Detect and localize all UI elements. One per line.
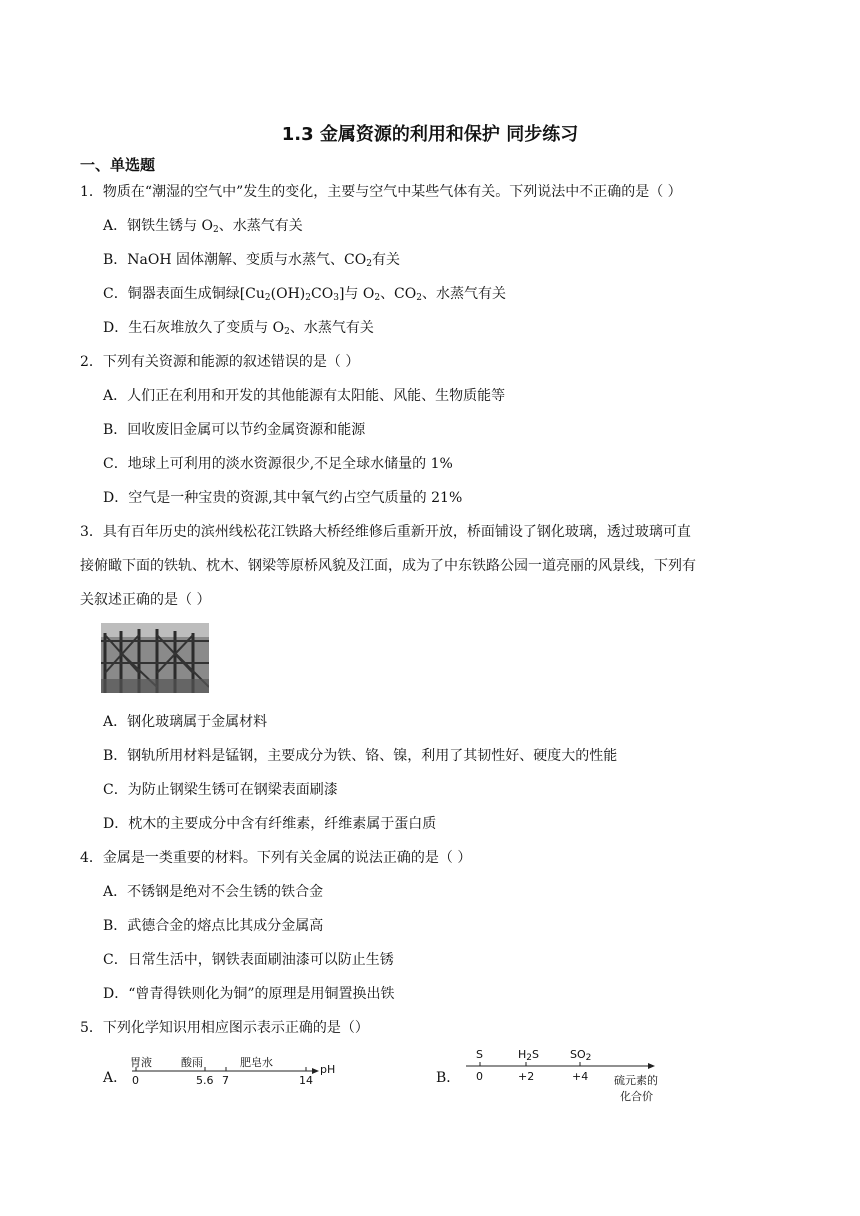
formula-part: SO	[570, 1048, 586, 1061]
question-1-option-c[interactable]	[103, 284, 506, 308]
ph-label-soap-water: 肥皂水	[240, 1056, 273, 1069]
question-1-option-b[interactable]	[103, 250, 400, 274]
valence-axis-label-1: 硫元素的	[614, 1074, 658, 1087]
question-2-option-d[interactable]: D．空气是一种宝贵的资源,其中氧气约占空气质量的 21%	[103, 490, 463, 506]
question-4-option-c[interactable]: C．日常生活中，钢铁表面刷油漆可以防止生锈	[103, 952, 394, 968]
valence-label-s: S	[476, 1048, 483, 1061]
question-3-stem-line-3: 关叙述正确的是（ ）	[80, 592, 211, 608]
ph-tick-14: 14	[299, 1074, 313, 1087]
formula-part: H	[518, 1048, 527, 1061]
subscript: 2	[213, 225, 219, 235]
question-2-option-b[interactable]: B．回收废旧金属可以节约金属资源和能源	[103, 422, 366, 438]
ph-label-gastric-juice: 胃液	[130, 1056, 152, 1069]
valence-label-h2s	[518, 1048, 539, 1063]
valence-label-so2	[570, 1048, 591, 1063]
page-title: 1.3 金属资源的利用和保护 同步练习	[281, 124, 579, 145]
question-5-option-a-label[interactable]: A．	[103, 1070, 128, 1086]
option-text: B．NaOH 固体潮解、变质与水蒸气、CO	[103, 252, 367, 268]
question-3-option-c[interactable]: C．为防止钢梁生锈可在钢梁表面刷漆	[103, 782, 338, 798]
ph-label-acid-rain: 酸雨	[181, 1056, 203, 1069]
ph-tick-5-6: 5.6	[196, 1074, 214, 1087]
option-text: (OH)	[270, 286, 306, 302]
question-4-option-d[interactable]: D．“曾青得铁则化为铜”的原理是用铜置换出铁	[103, 986, 395, 1002]
option-text: D．生石灰堆放久了变质与 O	[103, 320, 285, 336]
ph-tick-0: 0	[132, 1074, 139, 1087]
subscript: 2	[585, 1053, 592, 1063]
question-3-option-d[interactable]: D．枕木的主要成分中含有纤维素，纤维素属于蛋白质	[103, 816, 437, 832]
question-4-option-b[interactable]: B．武德合金的熔点比其成分金属高	[103, 918, 324, 934]
question-5-option-b-label[interactable]: B．	[436, 1070, 461, 1086]
question-4-option-a[interactable]: A．不锈钢是绝对不会生锈的铁合金	[103, 884, 324, 900]
question-1-stem: 1．物质在“潮湿的空气中”发生的变化，主要与空气中某些气体有关。下列说法中不正确的是（ ）	[80, 184, 682, 200]
question-5-option-a-diagram[interactable]	[128, 1054, 348, 1094]
bridge-photo	[101, 623, 209, 693]
subscript: 2	[305, 293, 311, 303]
question-4-stem: 4．金属是一类重要的材料。下列有关金属的说法正确的是（ ）	[80, 850, 472, 866]
question-1-option-a[interactable]	[103, 216, 303, 240]
question-2-option-a[interactable]: A．人们正在利用和开发的其他能源有太阳能、风能、生物质能等	[103, 388, 506, 404]
subscript: 2	[526, 1053, 533, 1063]
subscript: 2	[374, 293, 381, 303]
valence-tick-plus-2: +2	[518, 1070, 535, 1083]
option-text: 有关	[371, 252, 400, 268]
ph-tick-7: 7	[222, 1074, 229, 1087]
subscript: 2	[264, 293, 271, 303]
option-text: C．铜器表面生成铜绿[Cu	[103, 286, 265, 302]
bridge-truss-image	[101, 623, 209, 693]
subscript: 3	[333, 293, 339, 303]
question-3-stem-line-1: 3．具有百年历史的滨州线松花江铁路大桥经维修后重新开放，桥面铺设了钢化玻璃，透过玻璃可直	[80, 524, 691, 540]
question-5-option-b-diagram[interactable]	[462, 1048, 682, 1108]
question-3-option-a[interactable]: A．钢化玻璃属于金属材料	[103, 714, 268, 730]
question-5-stem: 5．下列化学知识用相应图示表示正确的是（）	[80, 1020, 369, 1036]
valence-tick-plus-4: +4	[572, 1070, 589, 1083]
question-1-option-d[interactable]	[103, 318, 374, 342]
option-text: 、水蒸气有关	[422, 286, 506, 302]
ph-number-line	[128, 1054, 348, 1094]
ph-axis-label: pH	[320, 1063, 336, 1076]
valence-tick-0: 0	[476, 1070, 483, 1083]
subscript: 2	[366, 259, 372, 269]
question-2-option-c[interactable]: C．地球上可利用的淡水资源很少,不足全球水储量的 1%	[103, 456, 453, 472]
subscript: 2	[416, 293, 422, 303]
subscript: 2	[284, 327, 290, 337]
formula-part: S	[532, 1048, 539, 1061]
question-3-stem-line-2: 接俯瞰下面的铁轨、枕木、钢梁等原桥风貌及江面，成为了中东铁路公园一道亮丽的风景线，下列有	[80, 558, 696, 574]
option-text: 、水蒸气有关	[289, 320, 374, 336]
option-text: ]与 O	[338, 286, 375, 302]
option-text: 、CO	[380, 286, 417, 302]
question-3-option-b[interactable]: B．钢轨所用材料是锰钢，主要成分为铁、铬、镍，利用了其韧性好、硬度大的性能	[103, 748, 618, 764]
option-text: CO	[311, 286, 334, 302]
question-2-stem: 2．下列有关资源和能源的叙述错误的是（ ）	[80, 354, 360, 370]
valence-axis-label-2: 化合价	[620, 1090, 653, 1103]
section-heading: 一、单选题	[80, 156, 156, 174]
option-text: A．钢铁生锈与 O	[103, 218, 214, 234]
option-text: 、水蒸气有关	[218, 218, 303, 234]
